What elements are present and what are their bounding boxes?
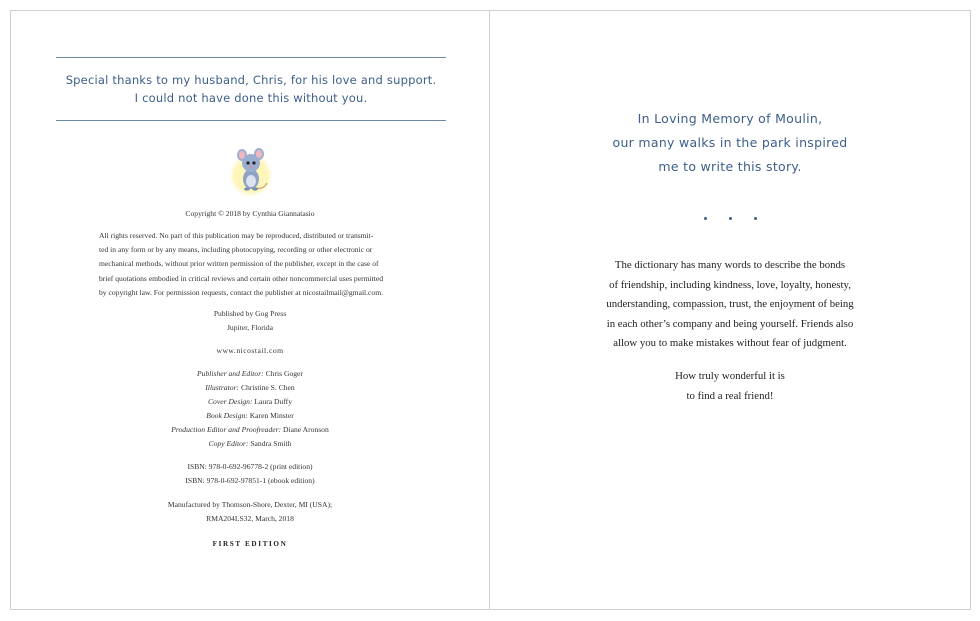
paragraph-line: of friendship, including kindness, love, loyalty, honesty, <box>609 278 851 291</box>
credit-role: Publisher and Editor: <box>197 369 264 378</box>
website-url: www.nicostail.com <box>216 346 284 355</box>
credits-list <box>11 367 489 451</box>
book-spread <box>10 10 970 610</box>
paragraph-line: The dictionary has many words to describe the bonds <box>614 259 846 271</box>
copyright-notice: Copyright © 2018 by Cynthia Giannatasio <box>185 209 315 218</box>
publisher-line: Jupiter, Florida <box>226 323 274 332</box>
paragraph-line: in each other’s company and being yourself. Friends also <box>606 317 854 330</box>
rights-line: ted in any form or by any means, including photocopying, recording or other electronic or <box>99 245 373 255</box>
credit-line <box>11 409 489 423</box>
isbn-line: ISBN: 978-0-692-96778-2 (print edition) <box>187 462 313 471</box>
closing-line: How truly wonderful it is <box>675 370 785 382</box>
ornament-dots <box>490 207 970 225</box>
credit-role: Book Design: <box>206 411 248 420</box>
credit-role: Cover Design: <box>207 397 253 406</box>
credit-name: Chris Goger <box>265 369 303 378</box>
rights-line: All rights reserved. No part of this publication may be reproduced, distributed or transmit- <box>99 231 374 240</box>
credit-line <box>11 367 489 381</box>
credit-line <box>11 395 489 409</box>
closing-paragraph <box>490 367 970 406</box>
rights-line: by copyright law. For permission requests, contact the publisher at nicostailmail@gmail.com. <box>99 287 384 297</box>
top-rule <box>56 57 446 58</box>
publisher-info <box>11 307 489 335</box>
publisher-line: Published by Gog Press <box>213 309 287 318</box>
credit-name: Karen Minster <box>249 411 294 420</box>
credit-name: Diane Aronson <box>283 425 329 434</box>
memorial-dedication <box>490 107 970 179</box>
credit-role: Copy Editor: <box>208 439 249 448</box>
credit-line <box>11 437 489 451</box>
left-page <box>10 10 490 610</box>
credit-line <box>11 381 489 395</box>
isbn-info <box>11 460 489 488</box>
right-page <box>489 10 971 610</box>
dedication <box>56 71 446 107</box>
manufacturer-line: Manufactured by Thomson-Shore, Dexter, MI (USA); <box>167 500 333 509</box>
manufacturer-line: RMA204LS32, March, 2018 <box>206 514 294 523</box>
memorial-line: In Loving Memory of Moulin, <box>637 111 823 126</box>
credit-name: Christine S. Chen <box>240 383 295 392</box>
dedication-line: I could not have done this without you. <box>134 91 368 105</box>
dot-icon <box>704 217 707 220</box>
dot-icon <box>754 217 757 220</box>
credit-name: Sandra Smith <box>250 439 292 448</box>
paragraph-line: allow you to make mistakes without fear of judgment. <box>613 337 847 349</box>
rights-line: mechanical methods, without prior written permission of the publisher, except in the case of <box>99 259 379 269</box>
manufacturer-info <box>11 498 489 526</box>
dedication-line: Special thanks to my husband, Chris, for his love and support. <box>65 73 437 87</box>
rights-line: brief quotations embodied in critical reviews and certain other noncommercial uses permitted <box>99 273 384 283</box>
memorial-line: our many walks in the park inspired <box>612 135 848 150</box>
rights-statement <box>99 229 401 300</box>
friendship-paragraph <box>490 256 970 354</box>
memorial-line: me to write this story. <box>658 159 802 174</box>
edition-label: FIRST EDITION <box>212 540 288 548</box>
credit-name: Laura Duffy <box>254 397 292 406</box>
closing-line: to find a real friend! <box>686 389 774 402</box>
isbn-line: ISBN: 978-0-692-97851-1 (ebook edition) <box>185 476 315 485</box>
credit-line <box>11 423 489 437</box>
bottom-rule <box>56 120 446 121</box>
mouse-mascot-icon <box>223 141 279 197</box>
credit-role: Illustrator: <box>205 383 240 392</box>
dot-icon <box>729 217 732 220</box>
credit-role: Production Editor and Proofreader: <box>171 425 282 434</box>
paragraph-line: understanding, compassion, trust, the enjoyment of being <box>606 298 854 310</box>
